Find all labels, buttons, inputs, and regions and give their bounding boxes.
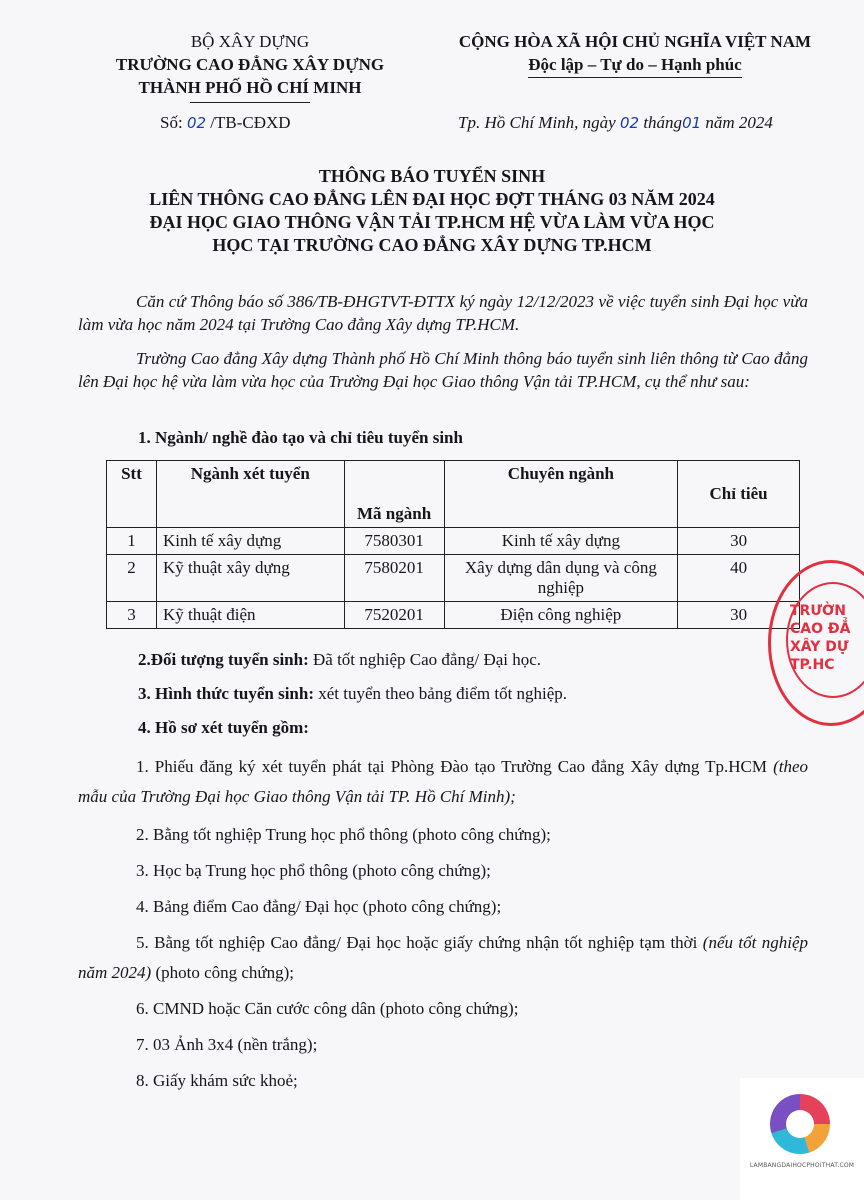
section-3-label: 3. Hình thức tuyển sinh:: [138, 684, 314, 703]
paragraph-announcement: Trường Cao đẳng Xây dựng Thành phố Hồ Chí Minh thông báo tuyển sinh liên thông từ Cao đẳng lên Đại học hệ vừa làm vừa học của Trường Đại học Giao thông Vận tải TP.HCM, cụ thể như sau:: [78, 349, 808, 391]
title-line-2: LIÊN THÔNG CAO ĐẲNG LÊN ĐẠI HỌC ĐỢT THÁNG 03 NĂM 2024: [149, 189, 715, 209]
date-year: năm 2024: [705, 113, 773, 132]
header-major: Ngành xét tuyển: [156, 461, 344, 528]
cell-major: Kỹ thuật xây dựng: [156, 555, 344, 602]
cell-stt: 2: [107, 555, 157, 602]
issuer-block: [60, 30, 440, 103]
item-1-main: 1. Phiếu đăng ký xét tuyển phát tại Phòng Đào tạo Trường Cao đẳng Xây dựng Tp.HCM: [136, 757, 768, 776]
section-3: [138, 684, 567, 704]
title-line-3: ĐẠI HỌC GIAO THÔNG VẬN TẢI TP.HCM HỆ VỪA LÀM VỪA HỌC: [149, 212, 715, 232]
section-2-text: Đã tốt nghiệp Cao đẳng/ Đại học.: [313, 650, 542, 669]
cell-code: 7520201: [344, 602, 444, 629]
section-1-heading: 1. Ngành/ nghề đào tạo và chỉ tiêu tuyển sinh: [138, 428, 463, 447]
requirement-item-7: 7. 03 Ảnh 3x4 (nền trắng);: [136, 1035, 318, 1054]
date-month-label: tháng: [643, 113, 683, 132]
cell-stt: 1: [107, 528, 157, 555]
title-line-4: HỌC TẠI TRƯỜNG CAO ĐẲNG XÂY DỰNG TP.HCM: [212, 235, 652, 255]
cell-stt: 3: [107, 602, 157, 629]
logo-icon: [770, 1094, 830, 1154]
section-2-label: 2.Đối tượng tuyển sinh:: [138, 650, 309, 669]
cell-quota: 30: [678, 602, 800, 629]
cell-quota: 30: [678, 528, 800, 555]
paragraph-legal-basis: Căn cứ Thông báo số 386/TB-ĐHGTVT-ĐTTX ký ngày 12/12/2023 về việc tuyển sinh Đại học vừa làm vừa học năm 2024 tại Trường Cao đẳng Xây dựng TP.HCM.: [78, 292, 808, 334]
header-quota: Chỉ tiêu: [678, 461, 800, 528]
national-header: [420, 30, 850, 78]
date-day: 02: [619, 114, 640, 132]
document-title: [40, 165, 824, 257]
school-name-line2: THÀNH PHỐ HỒ CHÍ MINH: [138, 78, 362, 97]
watermark-site: LAMBANGDAIHOCPHOITHAT.COM: [749, 1162, 855, 1169]
cell-specialization: Kinh tế xây dựng: [444, 528, 678, 555]
cell-code: 7580201: [344, 555, 444, 602]
doc-number-handwritten: 02: [186, 114, 207, 132]
cell-specialization: Xây dựng dân dụng và công nghiệp: [444, 555, 678, 602]
header-stt: Stt: [107, 461, 157, 528]
cell-specialization: Điện công nghiệp: [444, 602, 678, 629]
table-row: [107, 528, 800, 555]
item-5-note: (nếu tốt nghiệp năm 2024): [78, 933, 809, 982]
header-specialization: Chuyên ngành: [444, 461, 678, 528]
cell-major: Kỹ thuật điện: [156, 602, 344, 629]
watermark-logo: [740, 1078, 864, 1200]
table-row: [107, 555, 800, 602]
item-5-main: 5. Bằng tốt nghiệp Cao đẳng/ Đại học hoặc giấy chứng nhận tốt nghiệp tạm thời: [136, 933, 698, 952]
date-month: 01: [682, 114, 702, 132]
document-number: [160, 113, 291, 133]
title-line-1: THÔNG BÁO TUYỂN SINH: [318, 166, 546, 186]
requirement-item-4: 4. Bảng điểm Cao đẳng/ Đại học (photo công chứng);: [136, 897, 502, 916]
national-motto: Độc lập – Tự do – Hạnh phúc: [528, 53, 741, 78]
requirement-item-3: 3. Học bạ Trung học phổ thông (photo công chứng);: [136, 861, 491, 880]
doc-number-suffix: /TB-CĐXD: [210, 113, 291, 132]
date-place: Tp. Hồ Chí Minh, ngày: [458, 113, 616, 132]
cell-major: Kinh tế xây dựng: [156, 528, 344, 555]
date-line: [458, 113, 773, 133]
table-header-row: [107, 461, 800, 528]
doc-number-prefix: Số:: [160, 113, 183, 132]
stamp-text: TRƯỜN CAO ĐẲ XÂY DỰ TP.HC: [790, 603, 851, 673]
stamp-clip: [768, 560, 864, 730]
table-row: [107, 602, 800, 629]
cell-quota: 40: [678, 555, 800, 602]
header-code: Mã ngành: [344, 461, 444, 528]
item-1-note: (theo mẫu của Trường Đại học Giao thông Vận tải TP. Hồ Chí Minh);: [78, 757, 809, 806]
school-stamp: [768, 560, 864, 726]
section-2: [138, 650, 541, 670]
item-5-tail: (photo công chứng);: [155, 963, 295, 982]
cell-code: 7580301: [344, 528, 444, 555]
header-left-rule: [190, 102, 310, 103]
section-3-text: xét tuyển theo bảng điểm tốt nghiệp.: [318, 684, 568, 703]
requirement-item-8: 8. Giấy khám sức khoẻ;: [136, 1071, 298, 1090]
school-name-line1: TRƯỜNG CAO ĐẲNG XÂY DỰNG: [115, 55, 385, 74]
country-name: CỘNG HÒA XÃ HỘI CHỦ NGHĨA VIỆT NAM: [458, 32, 812, 51]
admission-table: [106, 460, 800, 629]
ministry-name: BỘ XÂY DỰNG: [190, 32, 310, 51]
section-4-heading: 4. Hồ sơ xét tuyển gồm:: [138, 718, 309, 737]
requirement-item-6: 6. CMND hoặc Căn cước công dân (photo công chứng);: [136, 999, 519, 1018]
requirement-item-2: 2. Bằng tốt nghiệp Trung học phổ thông (photo công chứng);: [136, 825, 551, 844]
requirement-item-5: [78, 928, 808, 988]
requirement-item-1: [78, 752, 808, 812]
